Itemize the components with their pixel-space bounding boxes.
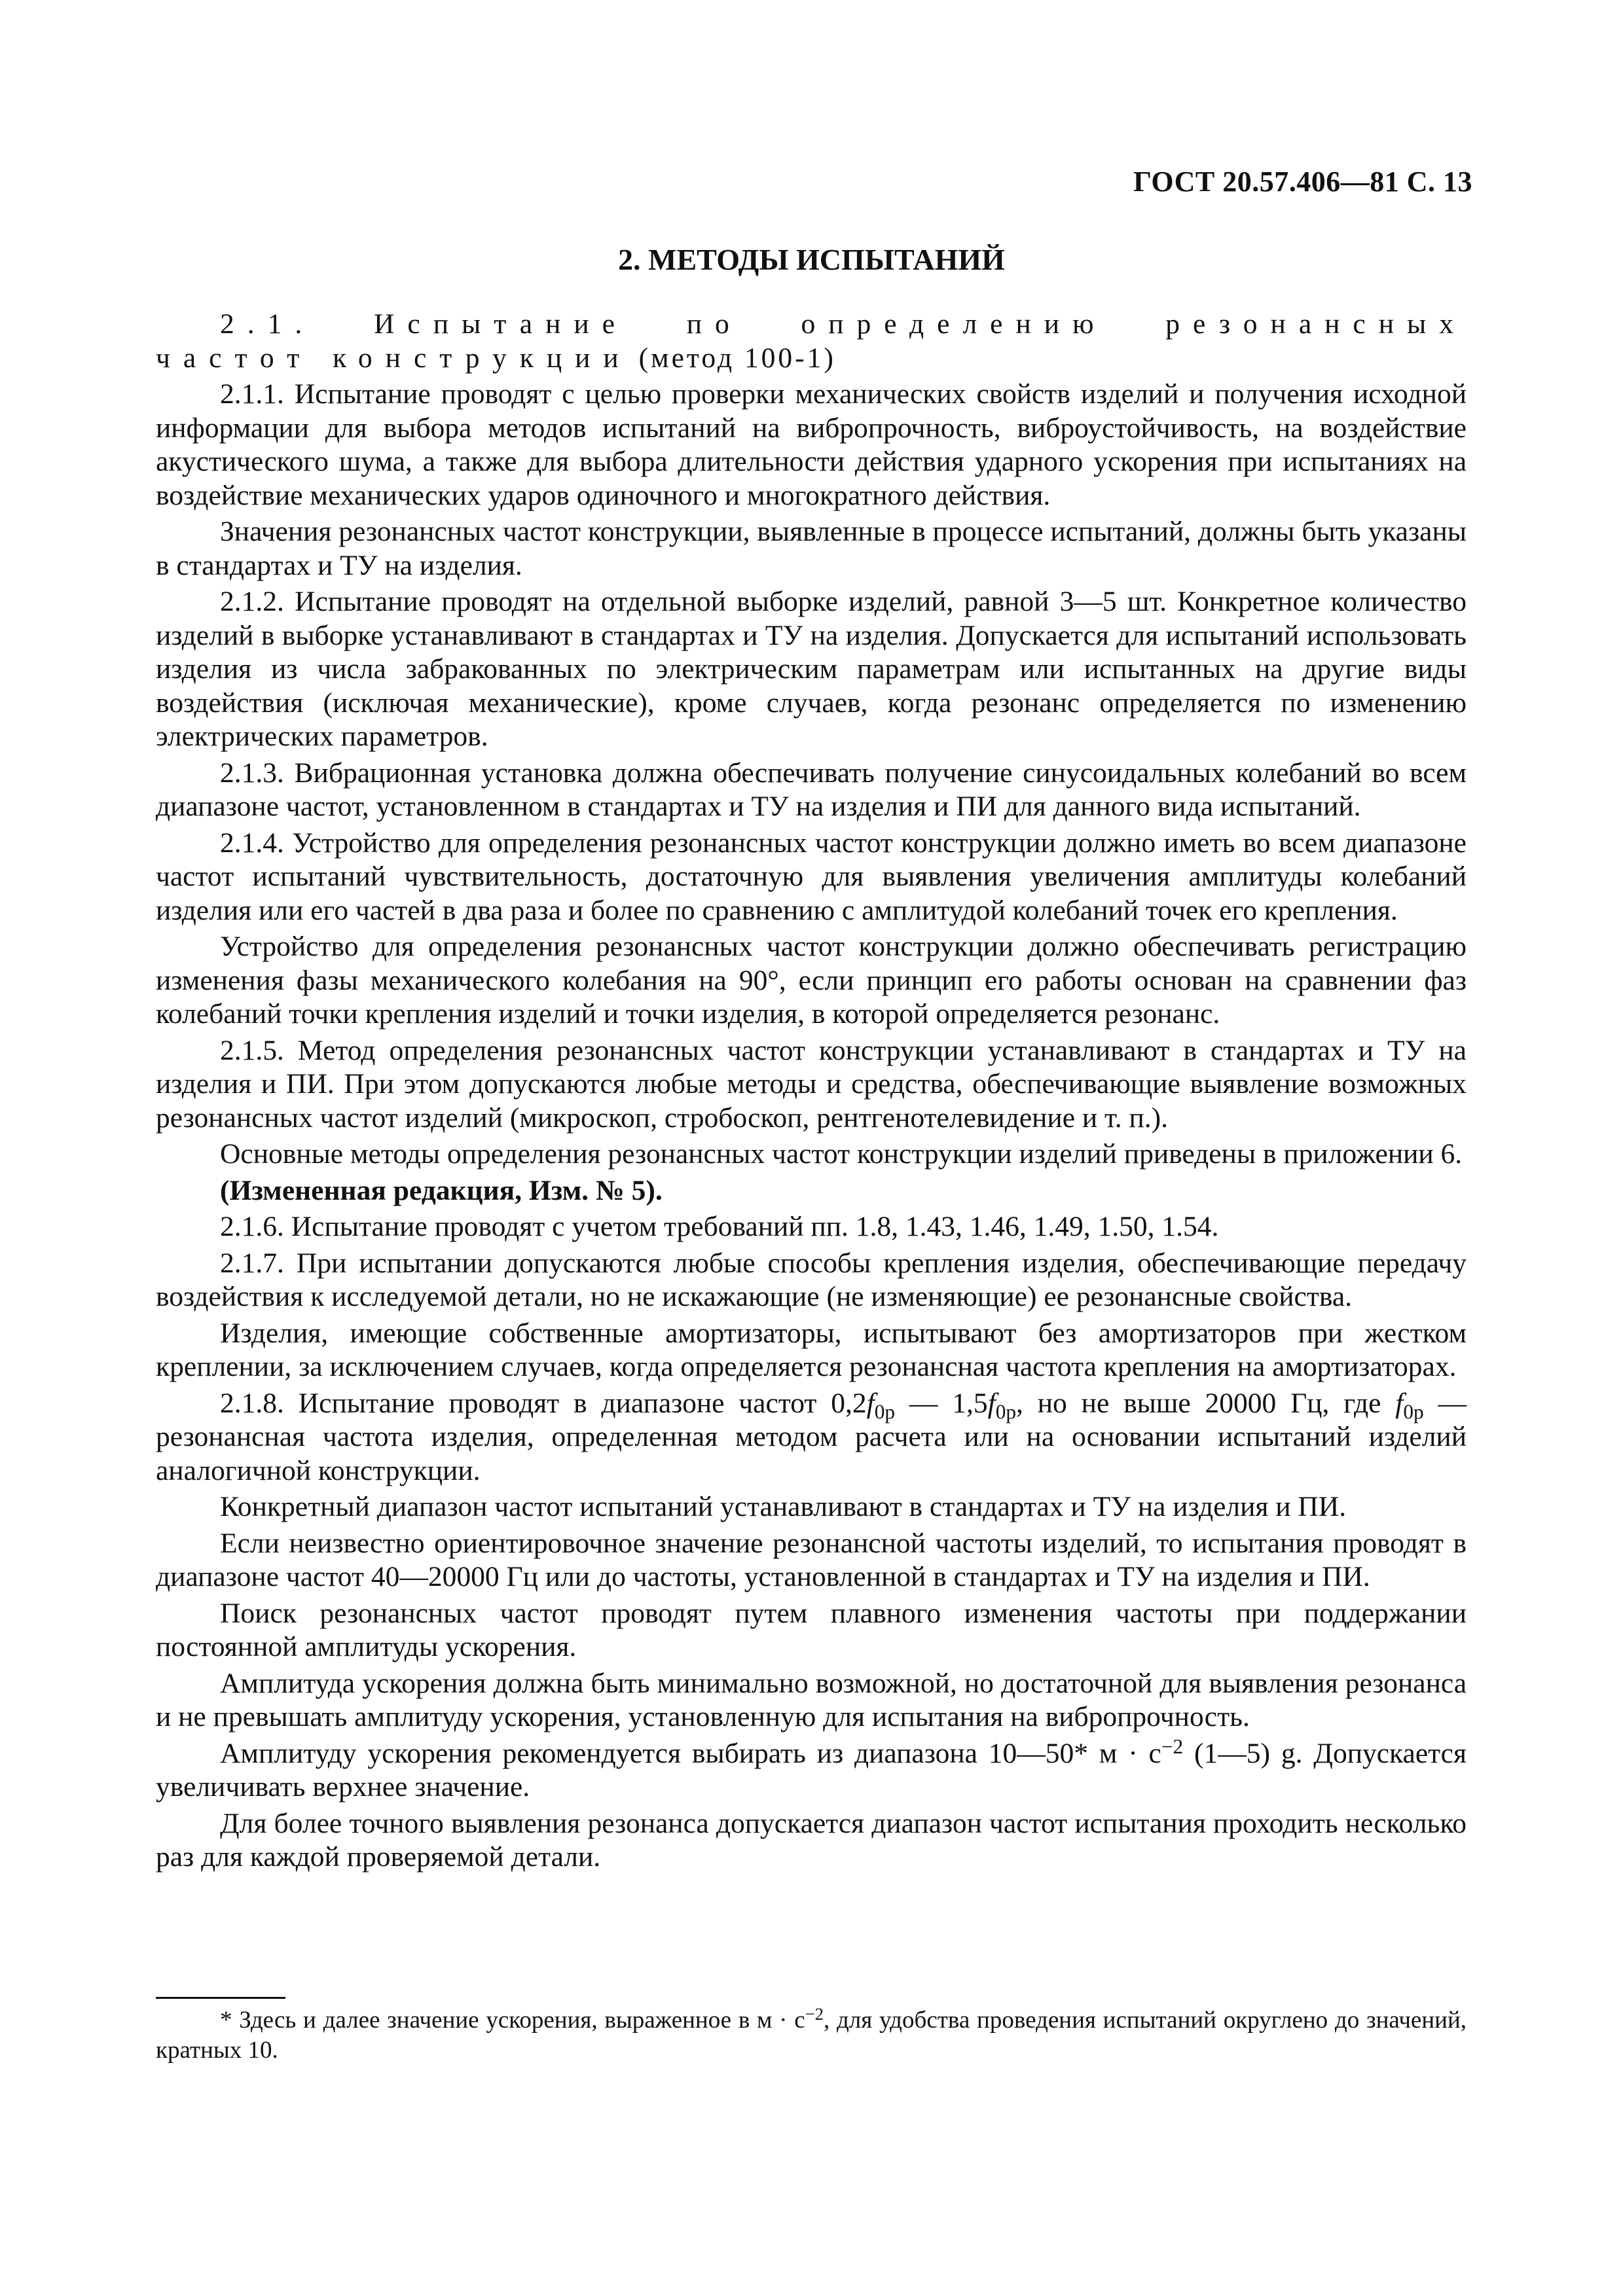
running-header: ГОСТ 20.57.406—81 С. 13 bbox=[1133, 166, 1472, 198]
clause-2-1-7: 2.1.7. При испытании допускаются любые способы крепления изделия, обеспечивающие передачу воздействия к исследуемой детали, но не искажающие (не изменяющие) ее резонансные свойства. bbox=[156, 1247, 1467, 1312]
clause-2-1-8-text-d: — резонансная частота изделия, определенная методом расчета или на основании испытаний изделий аналогичной конструкции. bbox=[156, 1387, 1467, 1486]
subscript-0p: 0р bbox=[1403, 1399, 1424, 1423]
clause-2-1-1: 2.1.1. Испытание проводят с целью проверки механических свойств изделий и получения исходной информации для выбора методов испытаний на вибропрочность, виброустойчивость, на воздействие акустического шума, а также для выбора длительности действия ударного ускорения при испытаниях на воздействие механических ударов одиночного и многократного действия. bbox=[156, 378, 1467, 511]
document-body bbox=[156, 308, 1467, 1874]
subscript-0p: 0р bbox=[995, 1399, 1017, 1423]
clause-2-1-2: 2.1.2. Испытание проводят на отдельной выборке изделий, равной 3—5 шт. Конкретное количество изделий в выборке устанавливают в стандартах и ТУ на изделия. Допускается для испытаний использовать изделия из числа забракованных по электрическим параметрам или испытанных на другие виды воздействия (исключая механические), кроме случаев, когда резонанс определяется по изменению электрических параметров. bbox=[156, 586, 1467, 752]
clause-2-1-6: 2.1.6. Испытание проводят с учетом требований пп. 1.8, 1.43, 1.46, 1.49, 1.50, 1.54. bbox=[220, 1211, 1219, 1242]
clause-2-1-8 bbox=[156, 1387, 1467, 1488]
section-title: 2. МЕТОДЫ ИСПЫТАНИЙ bbox=[618, 243, 1005, 276]
paragraph-acceleration-range bbox=[156, 1734, 1467, 1804]
clause-2-1-heading bbox=[156, 308, 1467, 375]
paragraph-methods-appendix: Основные методы определения резонансных частот конструкции изделий приведены в приложении 6. bbox=[220, 1138, 1463, 1170]
paragraph-unknown-frequency: Если неизвестно ориентировочное значение резонансной частоты изделий, то испытания проводят в диапазоне частот 40—20000 Гц или до частоты, установленной в стандартах и ТУ на изделия и ПИ. bbox=[156, 1527, 1467, 1592]
clause-2-1-3: 2.1.3. Вибрационная установка должна обеспечивать получение синусоидальных колебаний во всем диапазоне частот, установленном в стандартах и ТУ на изделия и ПИ для данного вида испытаний. bbox=[156, 757, 1467, 822]
subscript-0p: 0р bbox=[874, 1399, 896, 1423]
symbol-f: f bbox=[1395, 1387, 1404, 1419]
footnote-text-b: , для удобства проведения испытаний округлено до значений, кратных 10. bbox=[156, 2007, 1467, 2064]
paragraph-resonance-values: Значения резонансных частот конструкции, выявленные в процессе испытаний, должны быть указаны в стандартах и ТУ на изделия. bbox=[156, 516, 1467, 581]
paragraph-search-resonance: Поиск резонансных частот проводят путем плавного изменения частоты при поддержании постоянной амплитуды ускорения. bbox=[156, 1597, 1467, 1662]
paragraph-repeat-sweep: Для более точного выявления резонанса допускается диапазон частот испытания проходить несколько раз для каждой проверяемой детали. bbox=[156, 1807, 1467, 1873]
footnote-divider bbox=[156, 1997, 285, 1999]
clause-2-1-8-text-a: 2.1.8. Испытание проводят в диапазоне частот 0,2 bbox=[220, 1387, 867, 1419]
superscript-minus-2: −2 bbox=[1161, 1734, 1184, 1758]
acceleration-range-text-b: (1—5) g. Допускается увеличивать верхнее значение. bbox=[156, 1737, 1467, 1803]
clause-2-1-method: (метод 100-1) bbox=[638, 342, 836, 374]
paragraph-acceleration-amplitude: Амплитуда ускорения должна быть минимально возможной, но достаточной для выявления резонанса и не превышать амплитуду ускорения, установленную для испытания на вибропрочность. bbox=[156, 1667, 1467, 1732]
footnote-text-a: * Здесь и далее значение ускорения, выраженное в м · с bbox=[220, 2007, 805, 2034]
clause-2-1-4: 2.1.4. Устройство для определения резонансных частот конструкции должно иметь во всем диапазоне частот испытаний чувствительность, достаточную для выявления увеличения амплитуды колебаний изделия или его частей в два раза и более по сравнению с амплитудой колебаний точек его крепления. bbox=[156, 827, 1467, 926]
paragraph-shock-absorbers: Изделия, имеющие собственные амортизаторы, испытывают без амортизаторов при жестком креплении, за исключением случаев, когда определяется резонансная частота крепления на амортизаторах. bbox=[156, 1317, 1467, 1382]
amendment-note: (Измененная редакция, Изм. № 5). bbox=[220, 1174, 663, 1206]
footnote-superscript: −2 bbox=[805, 2004, 824, 2024]
paragraph-specific-range: Конкретный диапазон частот испытаний устанавливают в стандартах и ТУ на изделия и ПИ. bbox=[220, 1491, 1347, 1522]
symbol-f: f bbox=[987, 1387, 996, 1419]
clause-2-1-5: 2.1.5. Метод определения резонансных частот конструкции устанавливают в стандартах и ТУ на изделия и ПИ. При этом допускаются любые методы и средства, обеспечивающие выявление возможных резонансных частот изделий (микроскоп, стробоскоп, рентгенотелевидение и т. п.). bbox=[156, 1034, 1467, 1134]
paragraph-device-phase: Устройство для определения резонансных частот конструкции должно обеспечивать регистрацию изменения фазы механического колебания на 90°, если принцип его работы основан на сравнении фаз колебаний точки крепления изделий и точки изделия, в которой определяется резонанс. bbox=[156, 931, 1467, 1030]
footnote bbox=[156, 2005, 1467, 2066]
clause-2-1-8-text-c: , но не выше 20000 Гц, где bbox=[1016, 1387, 1396, 1419]
symbol-f: f bbox=[866, 1387, 875, 1419]
clause-2-1-8-text-b: — 1,5 bbox=[895, 1387, 988, 1419]
clause-2-1-label: 2.1. Испытание по определению резонансных частот конструкции bbox=[156, 308, 1467, 374]
acceleration-range-text-a: Амплитуду ускорения рекомендуется выбирать из диапазона 10—50* м · с bbox=[220, 1737, 1161, 1769]
